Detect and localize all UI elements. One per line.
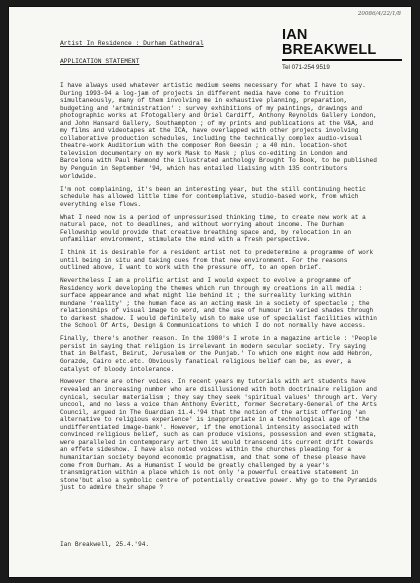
paragraph: Nevertheless I am a prolific artist and I would expect to evolve a programme of Residency work developing the themes which run through my creations in all media : surface appearance and what might lie behind it ; the surreality lurking within mundane 'reality' ; the human face as an acting mask in a society of spectacle ; the relationships of visual image to word, and the use of humour in varied shades through to darkest shadow. I would definitely wish to make use of specialist facilities within the School Of Arts, Design & Communications to which I do not normally have access. <box>60 277 377 330</box>
letterhead-name: IAN BREAKWELL <box>282 27 377 58</box>
document-subtitle: APPLICATION STATEMENT <box>60 58 140 65</box>
paragraph: Finally, there's another reason. In the 1980's I wrote in a magazine article : 'People persist in saying that religion is irrelevant in modern secular society. Try saying that in Belfast, Beirut, Jerusalem or the Punjab.' To which one might now add Hebron, Gorazde, Cairo etc.etc. Obviously fanatical religious belief can be, as ever, a catalyst of bloody intolerance. <box>60 335 377 373</box>
document-title: Artist In Residence : Durham Cathedral <box>60 40 204 47</box>
letterhead <box>282 28 402 71</box>
paragraph: I think it is desirable for a resident artist not to predetermine a programme of work until being in situ and taking cues from that new environment. For the reasons outlined above, I want to work with the pressure off, to an open brief. <box>60 249 374 272</box>
paragraph: I have always used whatever artistic medium seems necessary for what I have to say. During 1993-94 a log-jam of projects in different media have come to fruition simultaneously, many of them involving me in exhaustive planning, preparation, budgeting and 'artministration' : survey exhibitions of my paintings, drawings and photographic works at Ffotogallery and Oriel Cardiff, Anthony Reynolds Gallery London, and John Hansard Gallery, Southampton ; of my prints and publications at the V&A, and my films and videotapes at the ICA, have overlapped with other projects involving collaborative production schedules, including the technically complex audio-visual theatre-work Auditorium with the composer Ron Geesin ; a 40 min. location-shot television documentary on my work Mask to Mask ; plus co-editing in London and Barcelona with Paul Hammond the illustrated anthology Brought To Book, to be published by Penguin in September '94, which has entailed liaising with 135 contributors worldwide. <box>60 82 377 180</box>
letterhead-rule <box>282 59 402 61</box>
statement-body <box>60 82 380 497</box>
handwritten-reference: 20086/4/22/1/8 <box>357 11 401 17</box>
letterhead-phone: Tel 071-254 9519 <box>282 64 330 71</box>
paragraph: What I need now is a period of unpressurised thinking time, to create new work at a natural pace, not to deadlines, and without worrying about income. The Durham Fellowship would provide that creative breathing space and, by relocation in an unfamiliar environment, stimulate the mind with a fresh perspective. <box>60 213 366 244</box>
document-page <box>9 7 411 577</box>
paragraph: I'm not complaining, it's been an interesting year, but the still continuing hectic schedule has allowed little time for contemplative, studio-based work, from which everything else flows. <box>60 185 366 208</box>
signature-line: Ian Breakwell, 25.4.'94. <box>60 541 150 548</box>
paragraph: However there are other voices. In recent years my tutorials with art students have revealed an increasing number who are disillusioned with both doctrinaire religion and cynical, secular materialism ; they say they seek 'spiritual values' through art. Very uncool, and no less a voice than Anthony Everitt, former Secretary-General of the Arts Council, argued in The Guardian 11.4.'94 that the notion of the artist offering 'an alternative to religious experience' is inappropriate in a technological age of 'the undifferentiated image-bank'. However, if the emotional intensity associated with convinced religious belief, such as can produce visions, possession and even stigmata, were paralleled in contemporary art then it would transcend its current drift towards an effete sideshow. I have also noted voices within the churches pleading for a humanitarian society beyond economic pragmatism, and that some of these please have come from Durham. As a Humanist I would be greatly challenged by a year's transmigration within a place which is not only 'a powerful creative statement in stone'but also a symbolic centre of potentially creative power. Why go to the Pyramids just to admire their shape ? <box>60 378 377 492</box>
